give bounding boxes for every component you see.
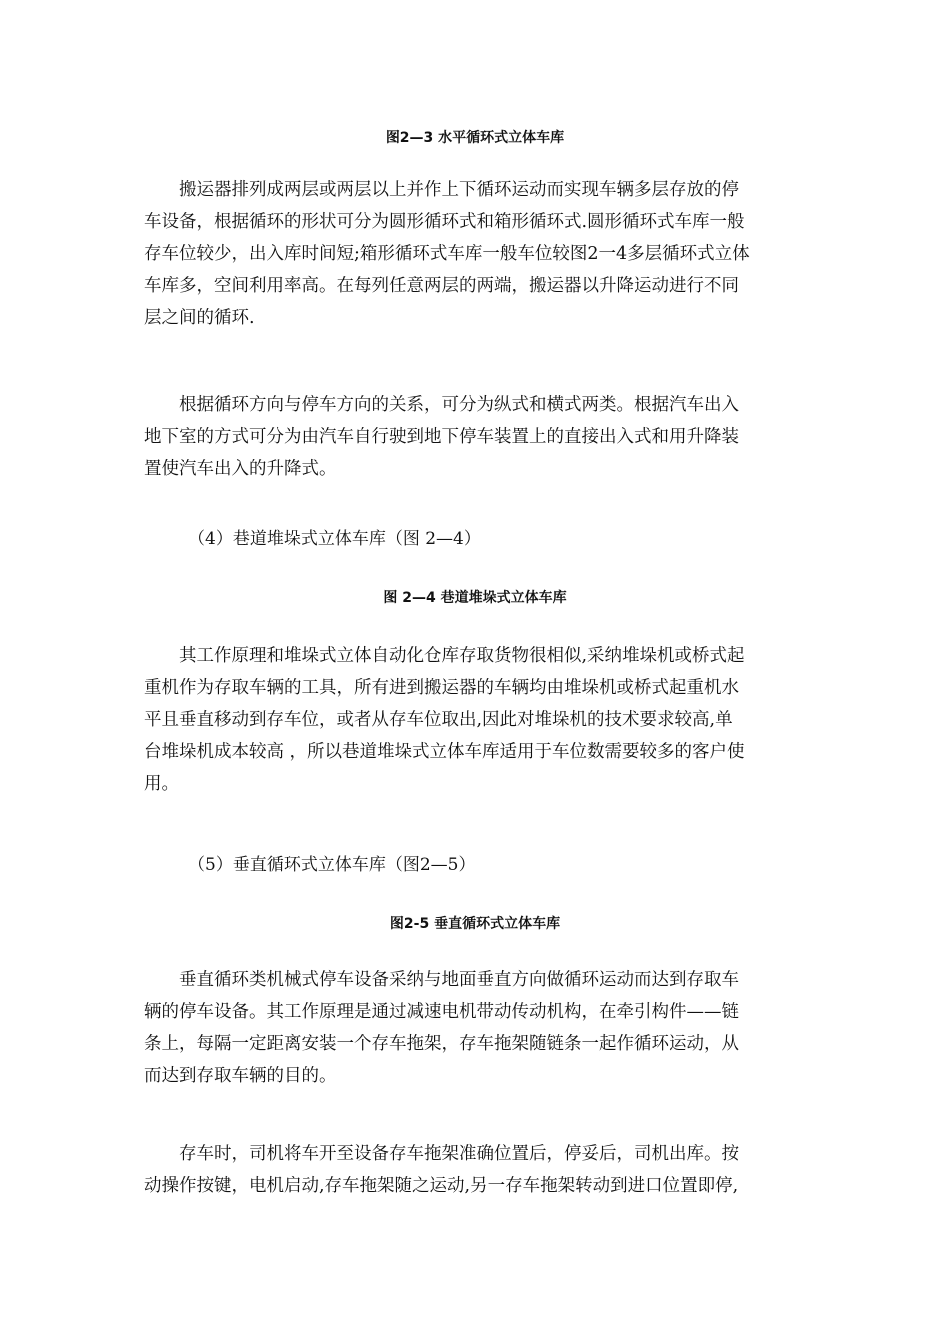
- text-line: 垂直循环类机械式停车设备采纳与地面垂直方向做循环运动而达到存取车: [144, 970, 739, 990]
- text-line: 存车时，司机将车开至设备存车拖架准确位置后，停妥后，司机出库。按: [144, 1144, 739, 1164]
- paragraph-stacker-principle: [144, 640, 824, 800]
- text-line: 用。: [144, 774, 179, 794]
- text-line: 台堆垛机成本较高 ，所以巷道堆垛式立体车库适用于车位数需要较多的客户使: [144, 742, 745, 762]
- text-line: 车设备，根据循环的形状可分为圆形循环式和箱形循环式.圆形循环式车库一般: [144, 212, 745, 232]
- text-line: 辆的停车设备。其工作原理是通过减速电机带动传动机构，在牵引构件——链: [144, 1002, 739, 1022]
- text-line: 根据循环方向与停车方向的关系，可分为纵式和横式两类。根据汽车出入: [144, 395, 739, 415]
- paragraph-horizontal-circulation: [144, 174, 824, 334]
- text-line: 动操作按键，电机启动,存车拖架随之运动,另一存车拖架转动到进口位置即停,: [144, 1176, 739, 1196]
- paragraph-vertical-circulation: [144, 964, 824, 1092]
- section-heading-5: （5）垂直循环式立体车库（图2—5）: [188, 855, 476, 875]
- text-line: 搬运器排列成两层或两层以上并作上下循环运动而实现车辆多层存放的停: [144, 180, 739, 200]
- text-line: 层之间的循环.: [144, 308, 255, 328]
- figure-caption-2-4: 图 2—4 巷道堆垛式立体车库: [383, 590, 567, 606]
- text-line: 重机作为存取车辆的工具，所有进到搬运器的车辆均由堆垛机或桥式起重机水: [144, 678, 739, 698]
- text-line: 置使汽车出入的升降式。: [144, 459, 337, 479]
- text-line: 其工作原理和堆垛式立体自动化仓库存取货物很相似,采纳堆垛机或桥式起: [144, 646, 745, 666]
- text-line: 存车位较少，出入库时间短;箱形循环式车库一般车位较图2一4多层循环式立体: [144, 244, 750, 264]
- text-line: 车库多，空间利用率高。在每列任意两层的两端，搬运器以升降运动进行不同: [144, 276, 739, 296]
- paragraph-parking-procedure: [144, 1138, 824, 1202]
- figure-caption-2-5: 图2-5 垂直循环式立体车库: [389, 916, 561, 932]
- text-line: 地下室的方式可分为由汽车自行驶到地下停车装置上的直接出入式和用升降装: [144, 427, 739, 447]
- text-line: 条上，每隔一定距离安装一个存车拖架，存车拖架随链条一起作循环运动，从: [144, 1034, 739, 1054]
- paragraph-circulation-direction: [144, 389, 824, 485]
- text-line: 平且垂直移动到存车位，或者从存车位取出,因此对堆垛机的技术要求较高,单: [144, 710, 733, 730]
- section-heading-4: （4）巷道堆垛式立体车库（图 2—4）: [188, 529, 481, 549]
- figure-caption-2-3: 图2—3 水平循环式立体车库: [385, 130, 565, 146]
- text-line: 而达到存取车辆的目的。: [144, 1066, 337, 1086]
